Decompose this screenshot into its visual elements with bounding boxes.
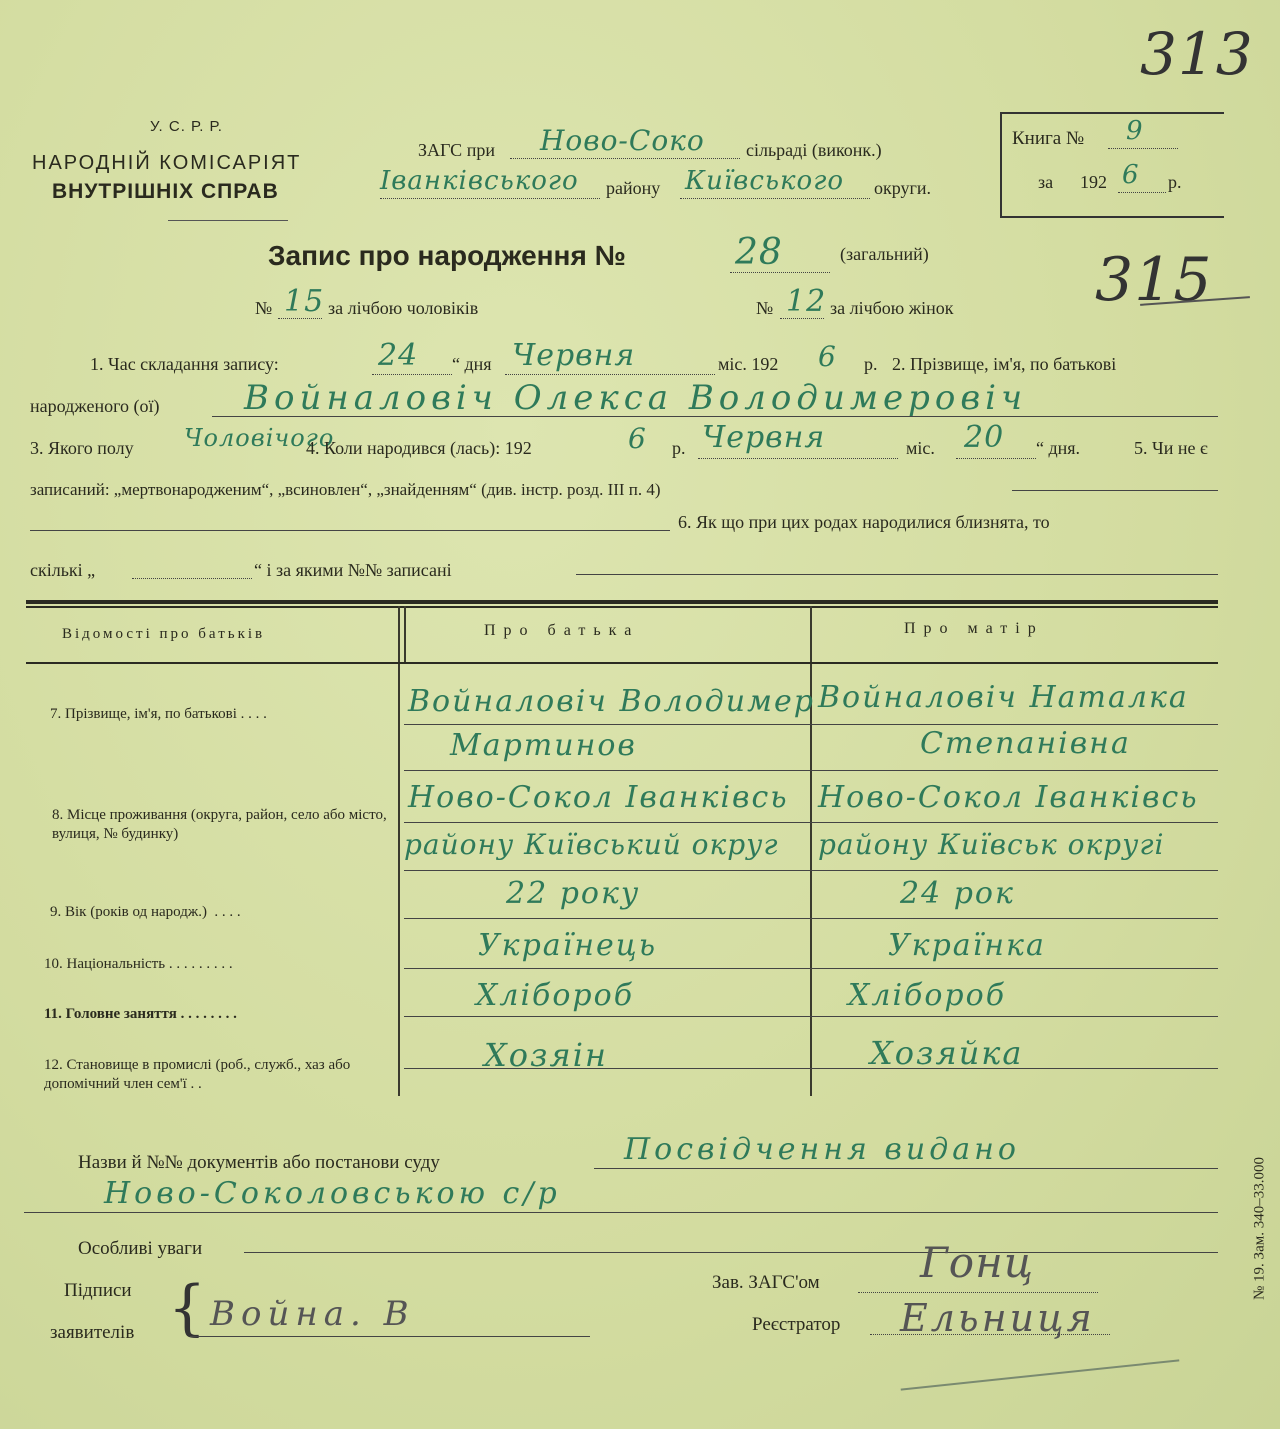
field5-label-cont: записаний: „мертвонародженим“, „всиновлен“, „знайденням“ (див. інстр. розд. III п. 4) [30,480,661,499]
zags-village: Ново-Соко [540,124,705,157]
row12-father: Хозяін [484,1036,608,1074]
signatures-label1: Підписи [64,1280,132,1301]
row12-label: 12. Становище в промислі (роб., служб., хаз або допомічний член сем'ї . . [44,1057,351,1092]
signatures-label2: заявителів [50,1322,135,1343]
male-label: за лічбою чоловіків [328,298,479,318]
archive-number: 313 [1140,20,1254,88]
table-col-mother: Про матір [904,620,1044,637]
field4-label: 4. Коли народився (лась): 192 [306,438,532,458]
field6-label: 6. Як що при цих родах народилися близнята, то [678,512,1050,532]
book-label: Книга № [1012,128,1085,149]
record-general: (загальний) [840,244,929,264]
field3-label: 3. Якого полу [30,438,134,458]
notes-label: Особливі уваги [78,1238,203,1259]
field2-label: 2. Прізвище, ім'я, по батькові [892,354,1117,374]
row10-label: 10. Національність . . . . . . . . . [44,956,233,972]
field2-label-cont: народженого (ої) [30,396,160,416]
book-year-suffix: р. [1168,172,1182,192]
registrar-label: Реєстратор [752,1314,841,1335]
documents-value2: Ново-Соколовською с/р [104,1176,561,1211]
row7-mother: Войналовіч Наталка [818,680,1189,715]
row7-mother-cont: Степанівна [920,726,1131,761]
print-note: № 19. Зам. 340–33.000 [1251,1157,1268,1300]
okrug-value: Київського [685,166,845,196]
documents-label: Назви й №№ документів або постанови суду [78,1152,440,1173]
field4-year: 6 [628,422,647,455]
field2-value: Войналовіч Олекса Володимеровіч [244,378,1028,418]
district-label: району [606,178,661,198]
registrar-signature: Ельниця [900,1296,1095,1340]
head-label: Зав. ЗАГС'ом [712,1272,820,1293]
female-number: 12 [786,284,827,319]
applicant-signature: Война. В [210,1294,415,1334]
row12-mother: Хозяйка [870,1034,1024,1072]
commissariat-line1: НАРОДНІЙ КОМІСАРІЯТ [32,152,302,174]
ussr-label: У. С. Р. Р. [150,118,223,135]
record-title: Запис про народження № [268,240,626,271]
field4-day-label: “ дня. [1036,438,1081,458]
row11-label: 11. Головне заняття . . . . . . . . [44,1006,237,1022]
commissariat-line2: ВНУТРІШНІХ СПРАВ [52,180,279,203]
field4-year-label: р. [672,438,686,458]
field1-label: 1. Час складання запису: [90,354,279,374]
field4-day: 20 [964,420,1005,455]
field1-day: 24 [378,338,419,373]
okrug-label: округи. [874,178,932,198]
margin-note: 315 [1095,245,1213,315]
field5-label: 5. Чи не є [1134,438,1208,458]
row7-father-cont: Мартинов [450,728,637,763]
field1-day-label: “ дня [452,354,492,374]
signatures-brace: { [168,1273,207,1343]
row8-father-cont: району Київський округ [404,828,779,861]
field4-month: Червня [702,420,826,455]
field6-label-end: “ і за якими №№ записані [254,560,452,580]
field1-month: Червня [512,338,636,373]
field3-value: Чоловічого [184,424,335,452]
female-label: за лічбою жінок [830,298,954,318]
row7-father: Войналовіч Володимер [408,684,815,719]
row11-mother: Хлібороб [848,978,1007,1013]
row7-label: 7. Прізвище, ім'я, по батькові . . . . [50,706,267,722]
row8-mother: Ново-Сокол Іванківсь [818,780,1199,815]
documents-value1: Посвідчення видано [624,1132,1020,1167]
table-col-father: Про батька [484,622,640,639]
book-year-prefix: за [1038,172,1054,192]
zags-suffix: сільраді (виконк.) [746,140,882,160]
book-year-printed: 192 [1080,172,1107,192]
book-year-value: 6 [1122,160,1140,190]
district-value: Іванківського [380,166,579,196]
field6-label-cont: скількі „ [30,560,96,580]
record-number: 28 [735,232,783,273]
book-number: 9 [1126,116,1144,146]
row10-mother: Українка [888,928,1046,963]
row11-father: Хлібороб [476,978,635,1013]
head-signature: Гонц [920,1238,1035,1287]
row9-label: 9. Вік (років од народж.) . . . . [50,904,241,920]
field1-year-label: р. [864,354,878,374]
field1-month-label: міс. 192 [718,354,779,374]
field4-month-label: міс. [906,438,935,458]
row8-mother-cont: району Київськ округі [818,828,1165,861]
zags-prefix: ЗАГС при [418,140,495,160]
male-prefix: № [255,298,273,318]
row10-father: Українець [478,928,658,963]
field1-year: 6 [818,340,837,373]
row8-father: Ново-Сокол Іванківсь [408,780,789,815]
female-prefix: № [756,298,774,318]
row8-label: 8. Місце проживання (округа, район, село або місто, вулиця, № будинку) [52,807,387,842]
table-col-info: Відомості про батьків [62,626,266,642]
row9-mother: 24 рок [900,876,1015,911]
male-number: 15 [284,284,325,319]
row9-father: 22 року [506,876,641,911]
